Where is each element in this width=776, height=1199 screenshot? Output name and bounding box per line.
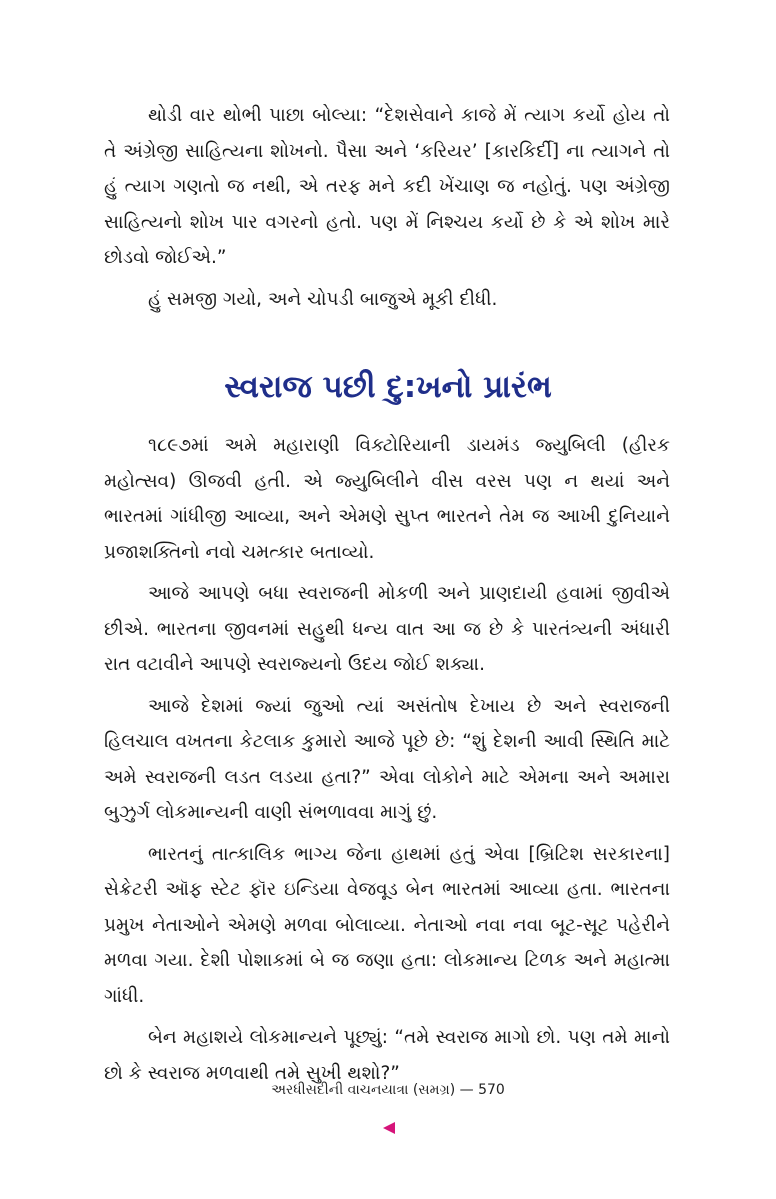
paragraph: આજે દેશમાં જ્યાં જુઓ ત્યાં અસંતોષ દેખાય છે અને સ્વરાજની હિલચાલ વખતના કેટલાક કુમારો આજે પૂછે છે: “શું દેશની આવી સ્થિતિ માટે અમે સ્વરાજની લડત લડયા હતા?” એવા લોકોને માટે એમના અને અમારા બુઝુર્ગ લોકમાન્યની વાણી સંભળાવવા માગું છું. [104, 695, 670, 823]
intro-text [104, 98, 670, 323]
paragraph: હું સમજી ગયો, અને ચોપડી બાજુએ મૂકી દીધી. [148, 288, 498, 310]
section-heading: સ્વરાજ પછી દુ:ખનો પ્રારંભ [224, 369, 552, 405]
paragraph: ભારતનું તાત્કાલિક ભાગ્ય જેના હાથમાં હતું એવા [બ્રિટિશ સરકારના] સેક્રેટરી ઑફ સ્ટેટ ફૉર ઇન્ડિયા વેજવૂડ બેન ભારતમાં આવ્યા હતા. ભારતના પ્રમુખ નેતાઓને એમણે મળવા બોલાવ્યા. નેતાઓ નવા નવા બૂટ-સૂટ પહેરીને મળવા ગયા. દેશી પોશાકમાં બે જ જણા હતા: લોકમાન્ય ટિળક અને મહાત્મા ગાંધી. [104, 843, 670, 1007]
paragraph: બેન મહાશયે લોકમાન્યને પૂછ્યું: “તમે સ્વરાજ માગો છો. પણ તમે માનો છો કે સ્વરાજ મળવાથી તમે સુખી થશો?” [104, 1027, 670, 1084]
page-footer: અરધીસદીની વાચનયાત્રા (સમગ્ર) — 570 [271, 1082, 505, 1098]
previous-page-icon[interactable] [383, 1122, 395, 1134]
paragraph: આજે આપણે બધા સ્વરાજની મોકળી અને પ્રાણદાયી હવામાં જીવીએ છીએ. ભારતના જીવનમાં સહુથી ધન્ય વાત આ જ છે કે પારતંત્ર્યની અંધારી રાત વટાવીને આપણે સ્વરાજ્યનો ઉદય જોઈ શક્યા. [104, 583, 670, 675]
section-body [104, 428, 670, 1097]
paragraph: થોડી વાર થોભી પાછા બોલ્યા: “દેશસેવાને કાજે મેં ત્યાગ કર્યો હોય તો તે અંગ્રેજી સાહિત્યના શોખનો. પૈસા અને ‘કરિયર’ [કારકિર્દી] ના ત્યાગને તો હું ત્યાગ ગણતો જ નથી, એ તરફ મને કદી ખેંચાણ જ નહોતું. પણ અંગ્રેજી સાહિત્યનો શોખ પાર વગરનો હતો. પણ મેં નિશ્ચય કર્યો છે કે એ શોખ મારે છોડવો જોઈએ.” [104, 105, 670, 268]
paragraph: ૧૮૯૭માં અમે મહારાણી વિક્ટોરિયાની ડાયમંડ જ્યુબિલી (હીરક મહોત્સવ) ઊજવી હતી. એ જ્યુબિલીને વીસ વરસ પણ ન થયાં અને ભારતમાં ગાંધીજી આવ્યા, અને એમણે સુપ્ત ભારતને તેમ જ આખી દુનિયાને પ્રજાશક્તિનો નવો ચમત્કાર બતાવ્યો. [104, 435, 670, 563]
